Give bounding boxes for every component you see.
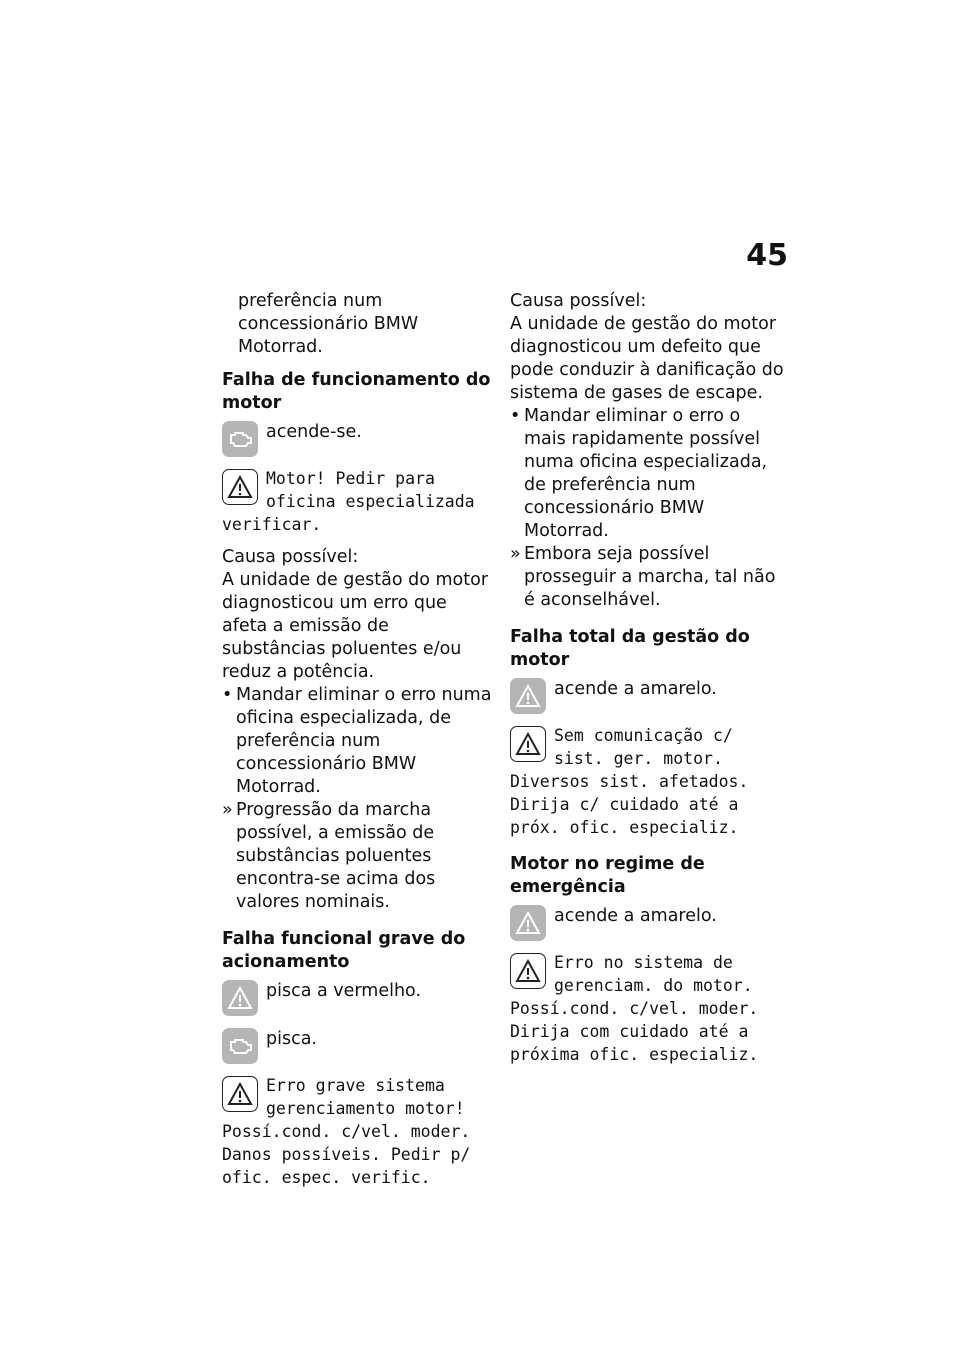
note-text: Progressão da marcha possível, a emissão de substâncias poluentes encontra-se acima dos valores nominais. — [236, 800, 436, 912]
bullet-text: Mandar eliminar o erro o mais rapidamente possível numa oficina especializada, de preferência num concessionário BMW Motorrad. — [524, 406, 768, 541]
cause-text: A unidade de gestão do motor diagnosticou um erro que afeta a emissão de substâncias poluentes e/ou reduz a potência. — [222, 570, 489, 682]
right-column — [510, 290, 786, 1066]
note-mark: » — [222, 800, 233, 820]
indicator-row — [222, 421, 492, 457]
note-text: Embora seja possível prosseguir a marcha, tal não é aconselhável. — [524, 544, 776, 610]
display-message-text: Erro grave sistema gerenciamento motor! Possí.cond. c/vel. moder. Danos possíveis. Pedir p/ ofic. espec. verific. — [222, 1076, 471, 1187]
warning-triangle-icon — [222, 469, 258, 505]
bullet-mark: • — [510, 406, 521, 426]
indicator-text: acende a amarelo. — [554, 906, 717, 926]
indicator-row — [510, 905, 786, 941]
indicator-row — [222, 1028, 492, 1064]
display-message-text: Motor! Pedir para oficina especializada verificar. — [222, 469, 475, 534]
indicator-row — [510, 678, 786, 714]
indicator-text: acende a amarelo. — [554, 679, 717, 699]
warning-triangle-icon — [222, 1076, 258, 1112]
indicator-text: pisca. — [266, 1029, 317, 1049]
engine-warning-icon — [222, 1028, 258, 1064]
warning-triangle-icon — [510, 726, 546, 762]
warning-triangle-icon — [222, 980, 258, 1016]
indicator-text: acende-se. — [266, 422, 362, 442]
cause-label: Causa possível: — [222, 547, 359, 567]
action-bullet — [510, 405, 786, 543]
intro-text: preferência num concessionário BMW Motorrad. — [238, 291, 419, 357]
indicator-text: pisca a vermelho. — [266, 981, 422, 1001]
section-title-emergency-mode: Motor no regime de emergência — [510, 854, 705, 897]
display-message — [222, 1074, 492, 1189]
left-column — [222, 290, 492, 1189]
engine-warning-icon — [222, 421, 258, 457]
display-message-text: Erro no sistema de gerenciam. do motor. Possí.cond. c/vel. moder. Dirija com cuidado até a próxima ofic. especializ. — [510, 953, 759, 1064]
section-title-total-failure: Falha total da gestão do motor — [510, 627, 750, 670]
indicator-row — [222, 980, 492, 1016]
display-message-text: Sem comunicação c/ sist. ger. motor. Diversos sist. afetados. Dirija c/ cuidado até a próx. ofic. especializ. — [510, 726, 749, 837]
warning-triangle-icon — [510, 905, 546, 941]
note-mark: » — [510, 544, 521, 564]
bullet-text: Mandar eliminar o erro numa oficina especializada, de preferência num concessionário BMW Motorrad. — [236, 685, 492, 797]
bullet-mark: • — [222, 685, 233, 705]
display-message — [222, 467, 492, 536]
section-title-engine-malfunction: Falha de funcionamento do motor — [222, 370, 491, 413]
display-message — [510, 951, 786, 1066]
cause-label: Causa possível: — [510, 291, 647, 311]
result-note — [222, 799, 492, 914]
warning-triangle-icon — [510, 953, 546, 989]
section-title-severe-fault: Falha funcional grave do acionamento — [222, 929, 466, 972]
display-message — [510, 724, 786, 839]
action-bullet — [222, 684, 492, 799]
warning-triangle-icon — [510, 678, 546, 714]
cause-text: A unidade de gestão do motor diagnosticou um defeito que pode conduzir à danificação do sistema de gases de escape. — [510, 314, 784, 403]
page-number: 45 — [746, 238, 788, 273]
result-note — [510, 543, 786, 612]
